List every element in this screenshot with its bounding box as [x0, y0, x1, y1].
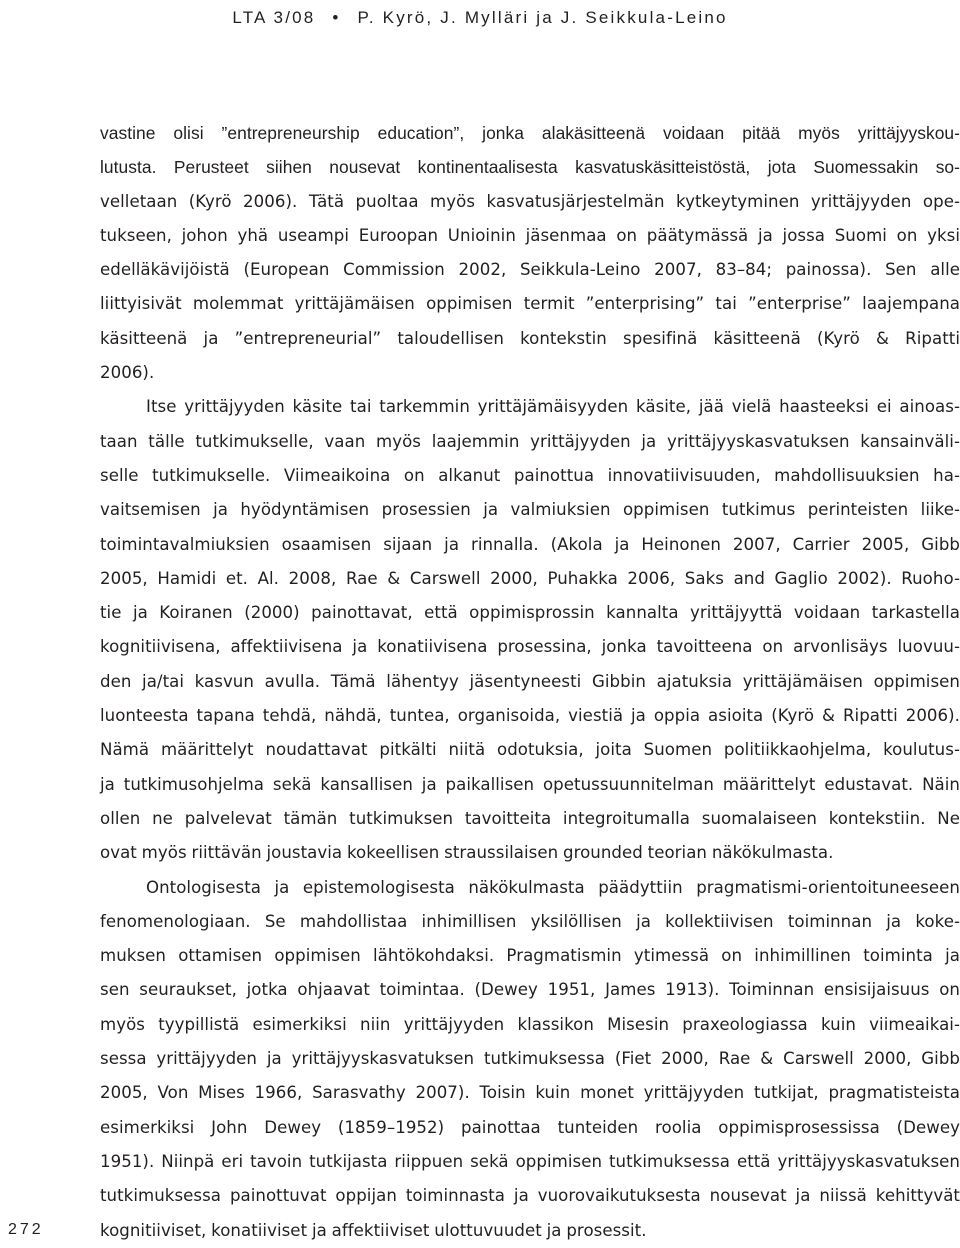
- body-line: myös tyypillistä esimerkiksi niin yrittäjyyden klassikon Misesin praxeologiassa kuin viimeaikai-: [100, 1014, 960, 1034]
- body-line: sessa yrittäjyyden ja yrittäjyyskasvatuksen tutkimuksessa (Fiet 2000, Rae & Carswell 2000, Gibb: [100, 1049, 960, 1069]
- body-line: fenomenologiaan. Se mahdollistaa inhimillisen yksilöllisen ja kollektiivisen toiminnan ja koke-: [100, 911, 960, 931]
- body-line: 2005, Hamidi et. Al. 2008, Rae & Carswell 2000, Puhakka 2006, Saks and Gaglio 2002). Ruoho-: [100, 568, 960, 588]
- body-line: selle tutkimukselle. Viimeaikoina on alkanut painottua innovatiivisuuden, mahdollisuuksien ha-: [100, 465, 960, 485]
- body-line: liittyisivät molemmat yrittäjämäisen oppimisen termit ”enterprising” tai ”enterprise” laajempana: [100, 294, 960, 314]
- body-line: ollen ne palvelevat tämän tutkimuksen tavoitteita integroitumalla suomalaiseen kontekstiin. Ne: [100, 808, 960, 828]
- body-line: taan tälle tutkimukselle, vaan myös laajemmin yrittäjyyden ja yrittäjyyskasvatuksen kansainväli-: [100, 431, 960, 451]
- body-line: kognitiiviset, konatiiviset ja affektiiviset ulottuvuudet ja prosessit.: [100, 1220, 647, 1240]
- body-line: ovat myös riittävän joustavia kokeellisen straussilaisen grounded teorian näkökulmasta.: [100, 843, 834, 863]
- body-line: 1951). Niinpä eri tavoin tutkijasta riippuen sekä oppimisen tutkimuksessa että yrittäjyyskasvatuksen: [100, 1151, 960, 1171]
- body-line: esimerkiksi John Dewey (1859–1952) painottaa tunteiden roolia oppimisprosessissa (Dewey: [100, 1117, 960, 1137]
- body-line: Nämä määrittelyt noudattavat pitkälti niitä odotuksia, joita Suomen politiikkaohjelma, koulutus-: [100, 740, 960, 760]
- body-line: käsitteenä ja ”entrepreneurial” taloudellisen kontekstin spesifinä käsitteenä (Kyrö & Ripatti: [100, 328, 960, 348]
- page-number: 272: [8, 1221, 44, 1238]
- body-line: luonteesta tapana tehdä, nähdä, tuntea, organisoida, viestiä ja oppia asioita (Kyrö & Ripatti 2006).: [100, 706, 960, 726]
- body-line: vastine olisi ”entrepreneurship education”, jonka alakäsitteenä voidaan pitää myös yrittäjyyskou-: [100, 123, 960, 143]
- body-line: 2006).: [100, 363, 155, 383]
- body-line: tie ja Koiranen (2000) painottavat, että oppimisprossin kannalta yrittäjyyttä voidaan tarkastella: [100, 603, 960, 623]
- body-line: kognitiivisena, affektiivisena ja konatiivisena prosessina, jonka tavoitteena on arvonlisäys luovuu-: [100, 637, 960, 657]
- body-line: edelläkävijöistä (European Commission 2002, Seikkula-Leino 2007, 83–84; painossa). Sen alle: [100, 260, 960, 280]
- body-line: Ontologisesta ja epistemologisesta näkökulmasta päädyttiin pragmatismi-orientoituneeseen: [146, 877, 960, 897]
- body-line: toimintavalmiuksien osaamisen sijaan ja rinnalla. (Akola ja Heinonen 2007, Carrier 2005, Gibb: [100, 534, 960, 554]
- body-line: sen seuraukset, jotka ohjaavat toimintaa. (Dewey 1951, James 1913). Toiminnan ensisijaisuus on: [100, 980, 960, 1000]
- body-line: tutkimuksessa painottuvat oppijan toiminnasta ja vuorovaikutuksesta nousevat ja niissä kehittyvät: [100, 1186, 960, 1206]
- journal-issue: LTA 3/08: [232, 8, 316, 27]
- bullet-separator-icon: •: [332, 8, 341, 27]
- running-head: [0, 2, 960, 34]
- body-line: tukseen, johon yhä useampi Euroopan Unioinin jäsenmaa on päätymässä ja jossa Suomi on yksi: [100, 225, 960, 245]
- body-line: muksen ottamisen oppimisen lähtökohdaksi. Pragmatismin ytimessä on inhimillinen toiminta ja: [100, 946, 960, 966]
- article-authors: P. Kyrö, J. Mylläri ja J. Seikkula-Leino: [357, 8, 728, 27]
- body-line: 2005, Von Mises 1966, Sarasvathy 2007). Toisin kuin monet yrittäjyyden tutkijat, pragmatisteista: [100, 1083, 960, 1103]
- article-body: [100, 116, 960, 1248]
- body-line: velletaan (Kyrö 2006). Tätä puoltaa myös kasvatusjärjestelmän kytkeytyminen yrittäjyyden ope-: [100, 191, 960, 211]
- body-line: Itse yrittäjyyden käsite tai tarkemmin yrittäjämäisyyden käsite, jää vielä haasteeksi ei ainoas-: [146, 397, 960, 417]
- body-line: den ja/tai kasvun avulla. Tämä lähentyy jäsentyneesti Gibbin ajatuksia yrittäjämäisen oppimisen: [100, 671, 960, 691]
- body-line: ja tutkimusohjelma sekä kansallisen ja paikallisen opetussuunnitelman määrittelyt edustavat. Näin: [100, 774, 960, 794]
- body-line: lutusta. Perusteet siihen nousevat kontinentaalisesta kasvatuskäsitteistöstä, jota Suomessakin so-: [100, 157, 960, 178]
- body-line: vaitsemisen ja hyödyntämisen prosessien ja valmiuksien oppimisen tutkimus perinteisten liike-: [100, 500, 960, 520]
